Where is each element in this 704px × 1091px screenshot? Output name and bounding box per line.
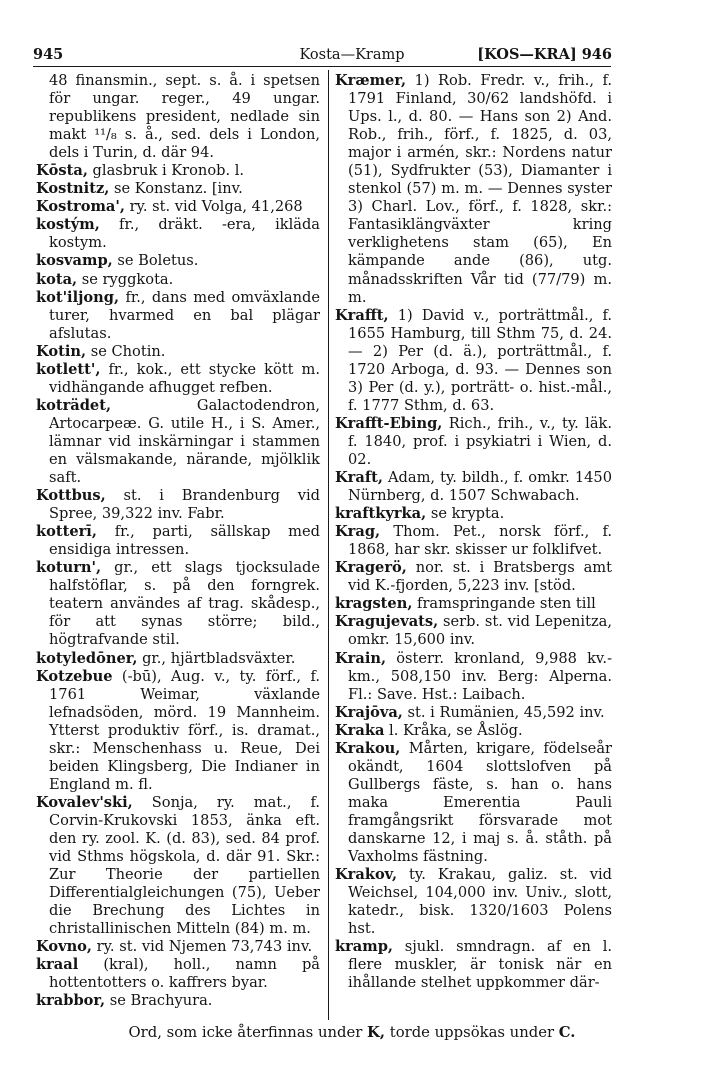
- entry-definition: se Brachyura.: [105, 992, 213, 1010]
- dictionary-entry: [335, 505, 612, 523]
- dictionary-entry: [36, 361, 320, 397]
- dictionary-entry: [36, 271, 320, 289]
- entry-headword: Krakov,: [335, 866, 398, 884]
- entry-headword: kraftkyrka,: [335, 505, 427, 523]
- entry-headword: kraal: [36, 956, 79, 974]
- entry-headword: kota,: [36, 270, 78, 288]
- entry-definition: nor. st. i Bratsbergs amt vid K.-fjorden, 5,223 inv. [stöd.: [348, 559, 612, 595]
- footer-letter-c: C.: [558, 1024, 576, 1041]
- dictionary-entry: [335, 469, 612, 505]
- footer-note: [0, 1023, 704, 1043]
- dictionary-entry: [36, 343, 320, 361]
- entry-definition: se Boletus.: [112, 252, 199, 270]
- entry-headword: Krafft,: [335, 306, 389, 324]
- footer-letter-k: K,: [367, 1024, 386, 1041]
- dictionary-entry: [36, 162, 320, 180]
- dictionary-entry: [335, 740, 612, 866]
- entry-definition: se krypta.: [426, 505, 505, 523]
- entry-headword: Kostnitz,: [36, 180, 110, 198]
- entry-definition: sjukl. smndragn. af en l. flere muskler, är tonisk när en ihållande stelhet uppkommer där-: [348, 938, 612, 992]
- dictionary-entry: [36, 956, 320, 992]
- entry-definition: fr., kok., ett stycke kött m. vidhängande afhugget refben.: [49, 360, 320, 396]
- entry-headword: kragsten,: [335, 595, 413, 613]
- dictionary-entry: [36, 289, 320, 343]
- entry-definition: ry. st. vid Volga, 41,268: [124, 198, 303, 216]
- entry-definition: se Konstanz. [inv.: [109, 180, 243, 198]
- entry-definition: (-bū), Aug. v., ty. förf., f. 1761 Weimar, växlande lefnadsöden, mörd. 19 Mannheim. Ytterst produktiv förf., is. dramat., skr.: Menschenhass u. Reue, Dei beiden Klingsberg, Die Indianer in England m. fl.: [49, 667, 320, 793]
- entry-definition: ry. st. vid Njemen 73,743 inv.: [92, 938, 313, 956]
- entry-definition: Sonja, ry. mat., f. Corvin-Krukovski 1853, änka eft. den ry. zool. K. (d. 83), sed. 84 prof. vid Sthms högskola, d. där 91. Skr.: Zur Theorie der partiellen Differentialgleichungen (75), Ueber die Brechung des Lichtes in christallinischen Mitteln (84) m. m.: [49, 793, 320, 938]
- entry-headword: Kragujevats,: [335, 613, 439, 631]
- dictionary-entry: [36, 72, 320, 162]
- entry-definition: se Chotin.: [86, 342, 166, 360]
- entry-headword: kosvamp,: [36, 252, 113, 270]
- entry-headword: Krakou,: [335, 739, 401, 757]
- entry-headword: Kotin,: [36, 342, 87, 360]
- dictionary-entry: [36, 198, 320, 216]
- entry-headword: Kostroma',: [36, 198, 125, 216]
- dictionary-entry: [335, 415, 612, 469]
- entry-definition: Thom. Pet., norsk förf., f. 1868, har skr. skisser ur folklifvet.: [348, 523, 612, 559]
- entry-headword: Kragerö,: [335, 559, 407, 577]
- entry-definition: se ryggkota.: [77, 270, 174, 288]
- dictionary-entry: [335, 613, 612, 649]
- dictionary-entry: [335, 307, 612, 415]
- dictionary-entry: [36, 523, 320, 559]
- dictionary-entry: [36, 938, 320, 956]
- entry-headword: kot'iljong,: [36, 288, 120, 306]
- entry-headword: Kotzebue: [36, 667, 113, 685]
- entry-definition: ty. Krakau, galiz. st. vid Weichsel, 104,000 inv. Univ., slott, katedr., bisk. 1320/1603 Polens hst.: [348, 866, 612, 938]
- dictionary-entry: [36, 180, 320, 198]
- footer-text: Ord, som icke återfinnas under: [128, 1024, 363, 1041]
- dictionary-entry: [36, 216, 320, 252]
- entry-headword: kotyledōner,: [36, 649, 138, 667]
- entry-headword: Krain,: [335, 649, 387, 667]
- dictionary-entry: [36, 992, 320, 1010]
- entry-definition: österr. kronland, 9,988 kv.-km., 508,150 inv. Berg: Alperna. Fl.: Save. Hst.: Laibach.: [348, 649, 612, 703]
- header-rule: [33, 66, 611, 67]
- entry-definition: fr., dräkt. -era, ikläda kostym.: [49, 216, 320, 252]
- entry-headword: Krafft-Ebing,: [335, 414, 443, 432]
- entry-definition: gr., ett slags tjocksulade halfstöflar, s. på den forngrek. teatern användes af trag. skådesp., för att synas större; bild., högtrafvande stil.: [49, 559, 320, 649]
- entry-definition: gr., hjärtbladsväxter.: [137, 649, 296, 667]
- footer-text-mid: torde uppsökas under: [389, 1024, 555, 1041]
- entry-headword: Kraft,: [335, 469, 383, 487]
- entry-headword: kotterī,: [36, 523, 97, 541]
- entry-definition: l. Kråka, se Åslög.: [384, 721, 523, 739]
- entry-headword: koträdet,: [36, 396, 112, 414]
- dictionary-entry: [335, 595, 612, 613]
- dictionary-entry: [36, 794, 320, 938]
- entry-definition: (kral), holl., namn på hottentotters o. kaffrers byar.: [49, 956, 320, 992]
- entry-definition: serb. st. vid Lepenitza, omkr. 15,600 inv.: [348, 613, 612, 649]
- entry-headword: Krajōva,: [335, 703, 403, 721]
- entry-definition: framspringande sten till: [412, 595, 596, 613]
- entry-definition: Rich., frih., v., ty. läk. f. 1840, prof. i psykiatri i Wien, d. 02.: [348, 414, 612, 468]
- column-divider: [328, 70, 329, 1020]
- right-column: [335, 72, 612, 992]
- entry-headword: Kovno,: [36, 938, 93, 956]
- dictionary-entry: [335, 704, 612, 722]
- dictionary-entry: [36, 487, 320, 523]
- dictionary-entry: [335, 722, 612, 740]
- entry-headword: kotlett',: [36, 360, 101, 378]
- entry-headword: Krag,: [335, 523, 381, 541]
- entry-headword: Kottbus,: [36, 487, 106, 505]
- entry-headword: krabbor,: [36, 992, 106, 1010]
- dictionary-entry: [335, 72, 612, 307]
- entry-definition: glasbruk i Kronob. l.: [87, 162, 245, 180]
- entry-headword: Kraka: [335, 721, 385, 739]
- dictionary-entry: [335, 650, 612, 704]
- entry-definition: Adam, ty. bildh., f. omkr. 1450 Nürnberg, d. 1507 Schwabach.: [348, 469, 612, 505]
- entry-definition: 1) David v., porträttmål., f. 1655 Hamburg, till Sthm 75, d. 24. — 2) Per (d. ä.), porträttmål., f. 1720 Arboga, d. 93. — Dennes son 3) Per (d. y.), porträtt- o. hist.-mål., f. 1777 Sthm, d. 63.: [348, 306, 612, 414]
- dictionary-entry: [36, 668, 320, 794]
- left-column: [36, 72, 320, 1010]
- page-number-left: 945: [33, 46, 64, 63]
- running-title: Kosta—Kramp: [299, 47, 405, 63]
- dictionary-entry: [36, 650, 320, 668]
- dictionary-entry: [36, 559, 320, 649]
- entry-definition: Galactodendron, Artocarpeæ. G. utile H., i S. Amer., lämnar vid inskärningar i stammen en välsmakande, närande, mjölklik saft.: [49, 396, 320, 487]
- entry-headword: Kræmer,: [335, 72, 407, 89]
- entry-headword: kramp,: [335, 938, 393, 956]
- dictionary-entry: [36, 252, 320, 270]
- dictionary-entry: [36, 397, 320, 487]
- entry-headword: koturn',: [36, 559, 102, 577]
- entry-definition: 48 finansmin., sept. s. å. i spetsen för ungar. reger., 49 ungar. republikens president, nedlade sin makt ¹¹/₈ s. å., sed. dels i London, dels i Turin, d. där 94.: [49, 72, 320, 162]
- entry-definition: fr., parti, sällskap med ensidiga intressen.: [49, 523, 320, 559]
- dictionary-entry: [335, 866, 612, 938]
- entry-definition: st. i Rumänien, 45,592 inv.: [402, 703, 605, 721]
- entry-definition: fr., dans med omväxlande turer, hvarmed en bal plägar afslutas.: [49, 288, 320, 342]
- range-and-page-number: [KOS—KRA] 946: [477, 46, 612, 63]
- entry-definition: 1) Rob. Fredr. v., frih., f. 1791 Finland, 30/62 landshöfd. i Ups. l., d. 80. — Hans son 2) And. Rob., frih., förf., f. 1825, d. 03, major i armén, skr.: Nordens natur (51), Sydfrukter (53), Diamanter i stenkol (57) m. m. — Dennes syster 3) Charl. Lov., förf., f. 1828, skr.: Fantasiklängväxter kring verklighetens stam (65), En kämpande ande (86), utg. månadsskriften Vår tid (77/79) m. m.: [348, 72, 612, 306]
- entry-headword: Kōsta,: [36, 162, 88, 180]
- entry-headword: kostým,: [36, 216, 100, 234]
- entry-headword: Kovalev'ski,: [36, 793, 133, 811]
- dictionary-entry: [335, 559, 612, 595]
- entry-definition: Mårten, krigare, födelseår okändt, 1604 slottslofven på Gullbergs fäste, s. han o. hans maka Emerentia Pauli framgångsrikt försvarade mot danskarne 12, i maj s. å. ståth. på Vaxholms fästning.: [348, 739, 612, 866]
- entry-definition: st. i Brandenburg vid Spree, 39,322 inv. Fabr.: [49, 487, 320, 523]
- dictionary-entry: [335, 938, 612, 992]
- dictionary-entry: [335, 523, 612, 559]
